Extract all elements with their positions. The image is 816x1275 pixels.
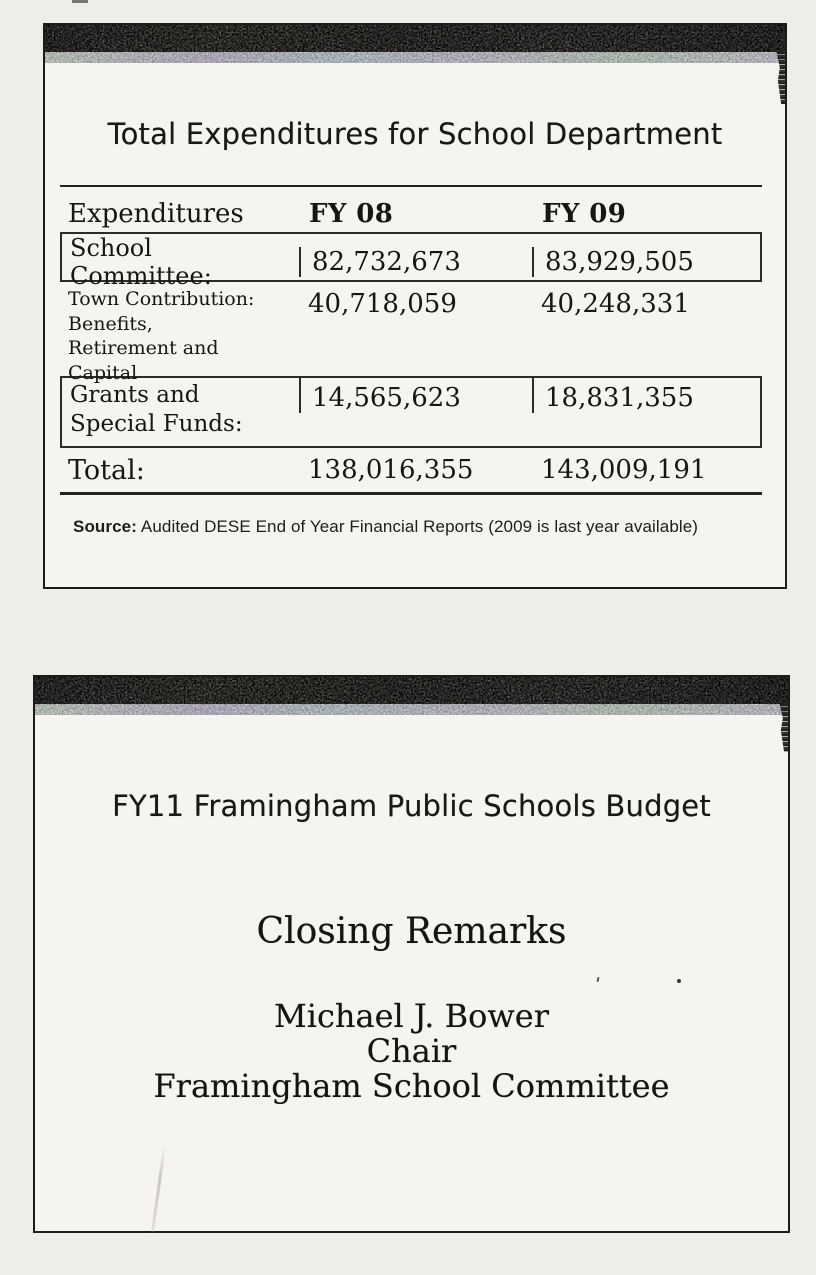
column-header-fy09: FY 09 (542, 199, 627, 229)
slide2-title: FY11 Framingham Public Schools Budget (112, 789, 711, 823)
table-row-school-committee (60, 232, 762, 290)
presenter-organization: Framingham School Committee (153, 1067, 670, 1105)
scan-speck-artifact (72, 0, 88, 3)
slide-1-frame (43, 23, 787, 589)
row-label: School Committee: (70, 234, 212, 290)
source-text: Audited DESE End of Year Financial Reports (2009 is last year available) (140, 517, 699, 536)
table-header-row (60, 187, 762, 232)
table-bottom-rule (60, 492, 762, 495)
slide1-title: Total Expenditures for School Department (107, 117, 723, 151)
slide1-header-banner (45, 25, 785, 63)
presenter-block (35, 999, 788, 1104)
row-fy09-value: 18,831,355 (532, 378, 764, 413)
column-header-expenditures: Expenditures (68, 199, 244, 229)
row-label: Grants and Special Funds: (70, 382, 243, 437)
presenter-name: Michael J. Bower (273, 997, 550, 1035)
source-note (73, 517, 698, 537)
scan-dot-artifact (597, 977, 600, 982)
row-fy08-value: 40,718,059 (308, 289, 457, 319)
total-fy09-value: 143,009,191 (541, 455, 707, 485)
banner-accent-stripe (45, 52, 785, 63)
presenter-title: Chair (366, 1032, 457, 1070)
slide-2-frame (33, 675, 790, 1233)
row-label: Town Contribution: Benefits, Retirement and Capital (68, 288, 255, 385)
banner-accent-stripe (35, 704, 788, 715)
expenditures-table (60, 185, 762, 495)
scan-scratch-artifact (151, 1145, 166, 1233)
total-fy08-value: 138,016,355 (308, 455, 474, 485)
total-label: Total: (68, 454, 145, 486)
row-fy08-value: 82,732,673 (299, 247, 532, 277)
row-fy09-value: 83,929,505 (532, 247, 764, 277)
banner-dark-stripe (45, 25, 785, 52)
slide2-header-banner (35, 677, 788, 715)
closing-remarks-heading: Closing Remarks (256, 911, 567, 952)
banner-dark-stripe (35, 677, 788, 704)
row-fy09-value: 40,248,331 (541, 289, 690, 319)
table-row-total (60, 448, 762, 492)
source-label: Source: (73, 517, 137, 536)
table-row-town-contribution (60, 282, 762, 385)
table-row-grants-special-funds (60, 376, 762, 448)
column-header-fy08: FY 08 (309, 199, 394, 229)
row-fy08-value: 14,565,623 (299, 378, 532, 413)
scan-dot-artifact (677, 979, 681, 983)
